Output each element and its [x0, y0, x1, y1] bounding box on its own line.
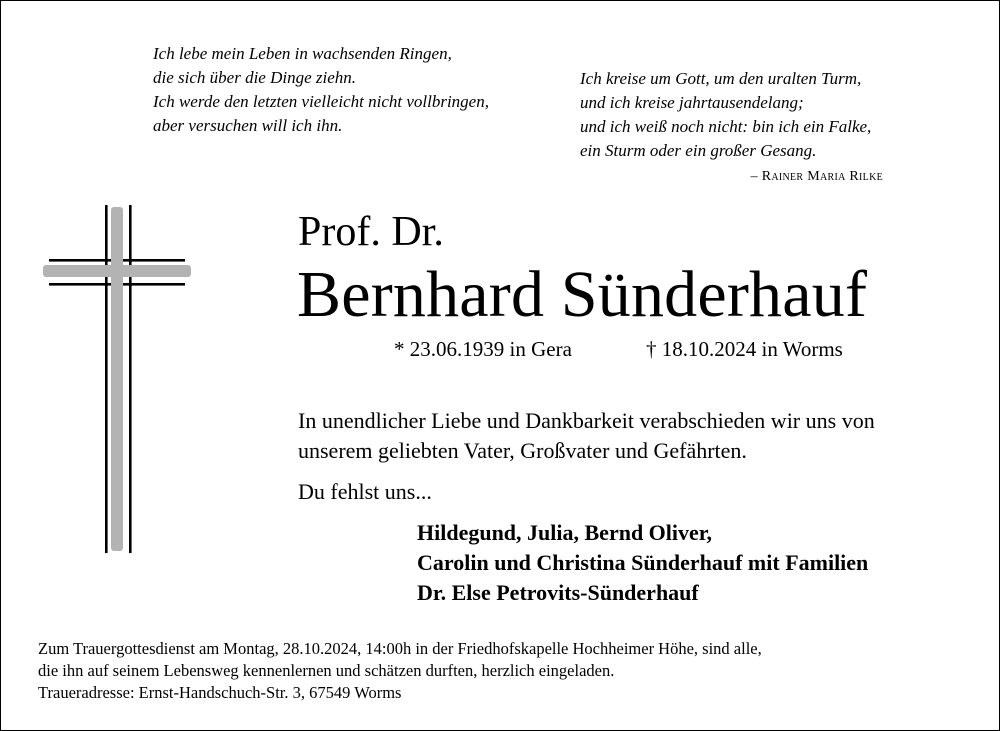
cross-icon [41, 205, 193, 553]
death-date: † 18.10.2024 in Worms [646, 337, 843, 361]
poem-line: und ich weiß noch nicht: bin ich ein Falke, [580, 117, 872, 136]
poem-line: aber versuchen will ich ihn. [153, 116, 343, 135]
poem-line: ein Sturm oder ein großer Gesang. [580, 141, 817, 160]
poem-right [580, 67, 871, 163]
poem-line: Ich lebe mein Leben in wachsenden Ringen, [153, 44, 452, 63]
message-line: unserem geliebten Vater, Großvater und Gefährten. [298, 438, 747, 463]
family-line: Dr. Else Petrovits-Sünderhauf [417, 580, 699, 605]
service-line: Traueradresse: Ernst-Handschuch-Str. 3, 67549 Worms [38, 683, 402, 702]
deceased-name: Bernhard Sünderhauf [297, 258, 868, 331]
closing-line: Du fehlst uns... [298, 479, 432, 504]
message-line: In unendlicher Liebe und Dankbarkeit verabschieden wir uns von [298, 408, 875, 433]
farewell-message [298, 406, 968, 466]
poem-author: – Rainer Maria Rilke [750, 169, 883, 184]
service-line: Zum Trauergottesdienst am Montag, 28.10.2024, 14:00h in der Friedhofskapelle Hochheimer Höhe, sind alle, [38, 639, 762, 658]
service-info [38, 638, 762, 704]
poem-line: Ich werde den letzten vielleicht nicht vollbringen, [153, 92, 489, 111]
poem-left [153, 42, 489, 138]
family-line: Carolin und Christina Sünderhauf mit Familien [417, 550, 869, 575]
family-signatures [417, 518, 868, 608]
poem-line: die sich über die Dinge ziehn. [153, 68, 357, 87]
family-line: Hildegund, Julia, Bernd Oliver, [417, 520, 713, 545]
academic-title: Prof. Dr. [298, 209, 444, 255]
service-line: die ihn auf seinem Lebensweg kennenlernen und schätzen durften, herzlich eingeladen. [38, 661, 615, 680]
poem-line: Ich kreise um Gott, um den uralten Turm, [580, 69, 862, 88]
poem-line: und ich kreise jahrtausendelang; [580, 93, 804, 112]
birth-date: * 23.06.1939 in Gera [394, 337, 572, 361]
